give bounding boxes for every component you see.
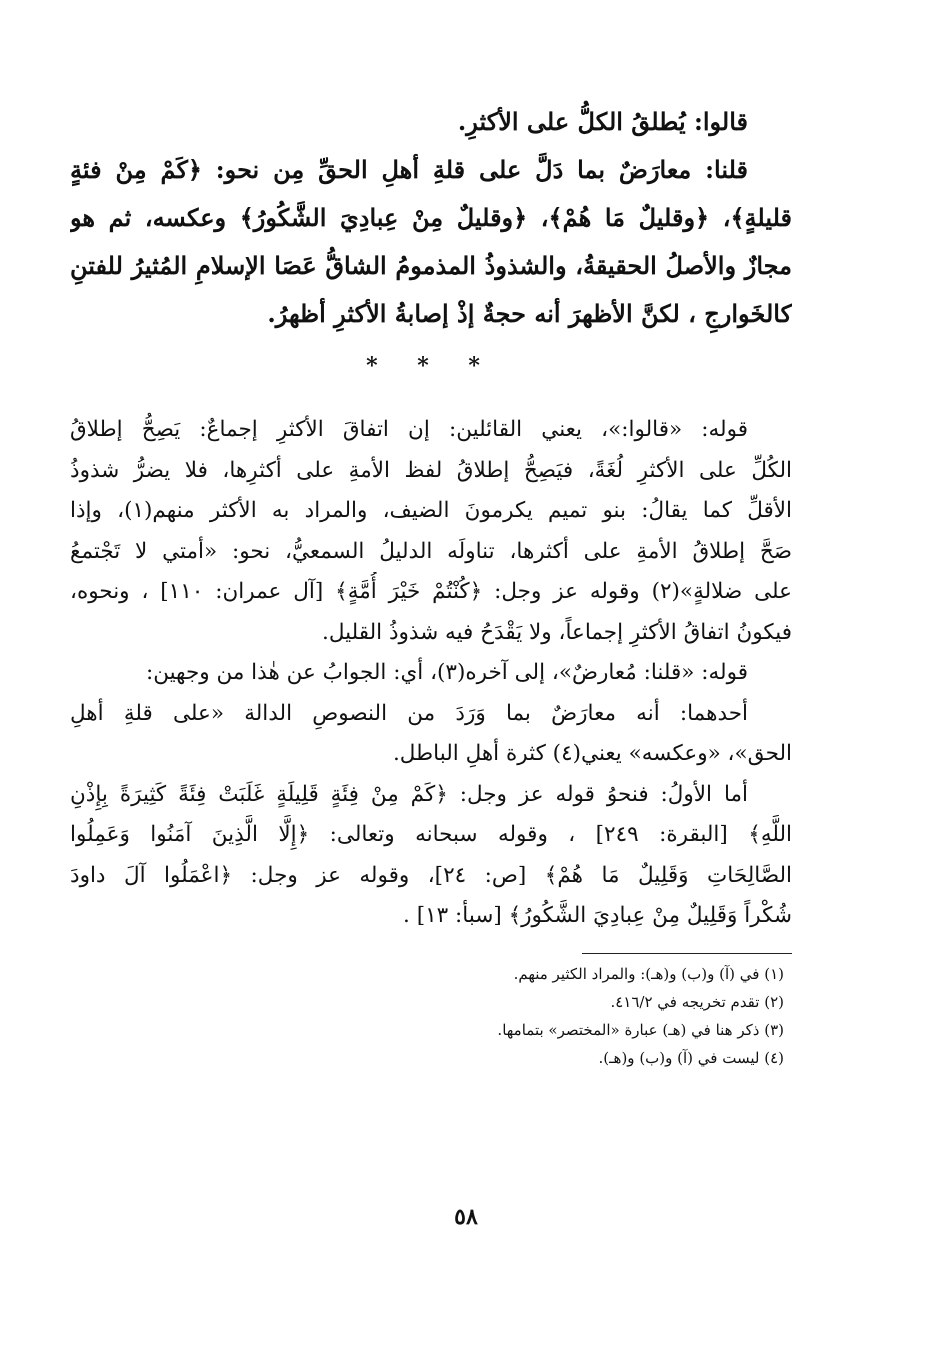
- matn-line: قليلةٍ﴾، ﴿وقليلٌ مَا هُمْ﴾، ﴿وقليلٌ مِنْ عِبادِيَ الشَّكُورُ﴾ وعكسه، ثم هو: [70, 203, 792, 232]
- footnotes: [70, 960, 792, 1072]
- commentary-line: أما الأولُ: فنحوُ قوله عز وجل: ﴿كَمْ مِنْ فِئَةٍ قَلِيلَةٍ غَلَبَتْ فِئَةً كَثِيرَةً بِإِذْنِ: [70, 781, 748, 807]
- commentary-line: الأقلِّ كما يقالُ: بنو تميم يكرمونَ الضيف، والمراد به الأكثر منهم(١)، وإذا: [70, 498, 792, 523]
- footnote-item: (٣) ذكر هنا في (هـ) عبارة «المختصر» بتمامها.: [497, 1020, 784, 1039]
- matn-text: [70, 98, 792, 338]
- commentary-line: قوله: «قالوا:»، يعني القائلين: إن اتفاقَ الأكثرِ إجماعٌ: يَصِحُّ إطلاقُ: [70, 417, 748, 442]
- section-separator: * * *: [366, 353, 496, 379]
- commentary-line: أحدهما: أنه معارَضٌ بما وَرَدَ من النصوصِ الدالة «على قلةِ أهلِ: [70, 700, 748, 726]
- commentary-line: شُكْراً وَقَلِيلٌ مِنْ عِبادِيَ الشَّكُورُ﴾ [سبأ: ١٣] .: [403, 903, 792, 928]
- footnote-item: (٤) ليست في (آ) و(ب) و(هـ).: [598, 1048, 784, 1067]
- commentary-line: الحق»، «وعكسه» يعني(٤) كثرة أهلِ الباطل.: [392, 741, 792, 766]
- matn-line: قالوا: يُطلقُ الكلُّ على الأكثرِ.: [457, 107, 748, 136]
- commentary-line: قوله: «قلنا: مُعارضٌ»، إلى آخره(٣)، أي: الجوابُ عن هٰذا من وجهين:: [145, 660, 748, 685]
- matn-line: كالخَوارجِ ، لكنَّ الأظهرَ أنه حجةٌ إذْ إصابةُ الأكثرِ أظهرُ.: [267, 299, 792, 328]
- commentary-line: فيكونُ اتفاقُ الأكثرِ إجماعاً، ولا يَقْدَحُ فيه شذوذُ القليل.: [322, 619, 792, 645]
- footnote-item: (٢) تقدم تخريجه في ٤١٦/٢.: [610, 992, 784, 1011]
- footnote-item: (١) في (آ) و(ب) و(هـ): والمراد الكثير منهم.: [513, 964, 784, 983]
- commentary-line: صَحَّ إطلاقُ الأمةِ على أكثرها، تناولَه الدليلُ السمعيُّ، نحو: «أمتي لا تَجْتمعُ: [70, 538, 792, 564]
- commentary-line: الكُلِّ على الأكثرِ لُغَةً، فيَصِحُّ إطلاقُ لفظ الأمةِ على أكثرِها، فلا يضرُّ شذوذُ: [70, 457, 792, 483]
- commentary-line: الصَّالِحَاتِ وَقَلِيلٌ مَا هُمْ﴾ [ص: ٢٤]، وقوله عز وجل: ﴿اعْمَلُوا آلَ داودَ: [70, 862, 792, 888]
- matn-line: مجازٌ والأصلُ الحقيقةُ، والشذوذُ المذمومُ الشاقُّ عَصَا الإسلامِ المُثيرُ للفتنِ: [70, 251, 792, 280]
- page-number: ٥٨: [454, 1204, 478, 1230]
- matn-line: قلنا: معارَضٌ بما دَلَّ على قلةِ أهلِ الحقِّ مِن نحو: ﴿كَمْ مِنْ فئةٍ: [70, 155, 748, 184]
- commentary-line: على ضلالةٍ»(٢) وقوله عز وجل: ﴿كُنْتُمْ خَيْرَ أُمَّةٍ﴾ [آل عمران: ١١٠] ، ونحوه،: [70, 579, 792, 604]
- page-body: [70, 98, 792, 1072]
- commentary-line: اللَّهِ﴾ [البقرة: ٢٤٩] ، وقوله سبحانه وتعالى: ﴿إِلَّا الَّذِينَ آمَنُوا وَعَمِلُوا: [70, 822, 792, 847]
- footnote-divider: [582, 953, 792, 954]
- commentary-text: [70, 410, 792, 937]
